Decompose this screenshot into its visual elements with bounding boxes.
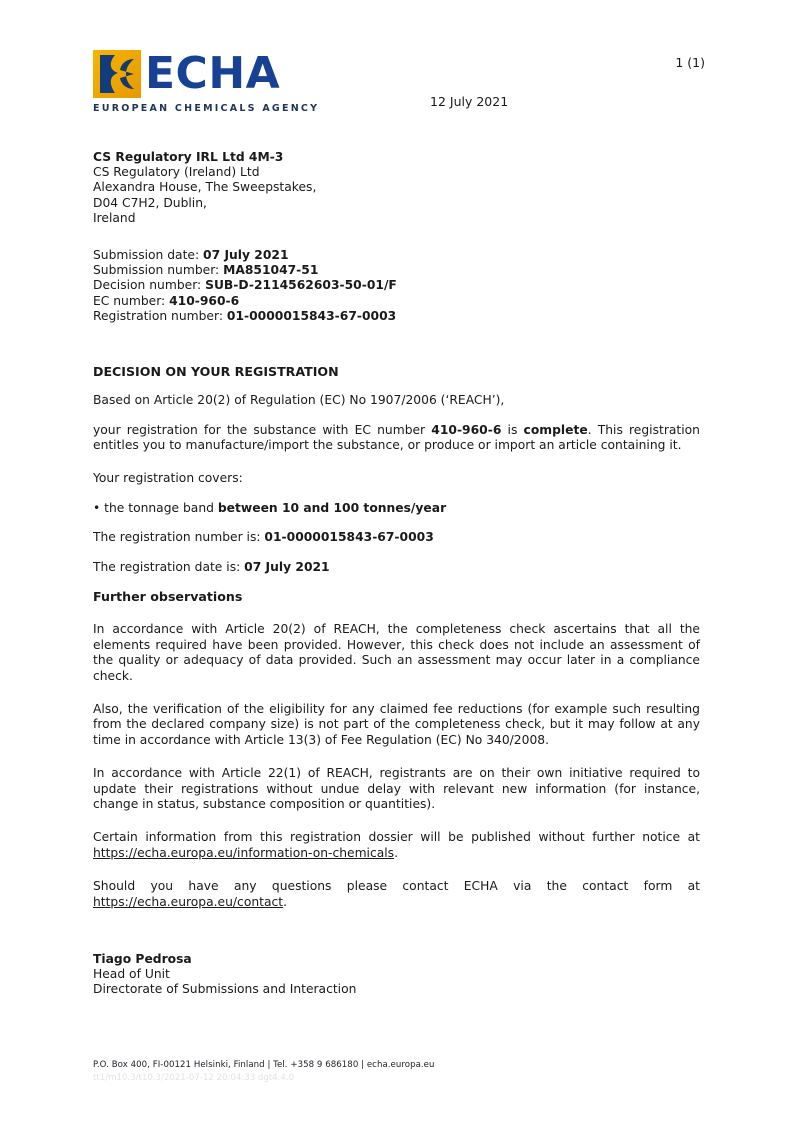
complete-status-word: complete	[523, 422, 588, 437]
footer-technical-stamp: tt1/m10.3/t10.3/2021-07-12 20:04:33 dgt4.4.0	[93, 1073, 295, 1083]
recipient-street: Alexandra House, The Sweepstakes,	[93, 180, 317, 195]
registration-number-row	[93, 309, 700, 324]
decision-number-label: Decision number:	[93, 278, 206, 293]
signatory-name: Tiago Pedrosa	[93, 951, 192, 966]
document-body	[93, 150, 700, 998]
spacer	[93, 487, 700, 501]
spacer	[93, 812, 700, 830]
contact-paragraph	[93, 879, 700, 910]
spacer	[93, 516, 700, 530]
spacer	[93, 684, 700, 702]
contact-text-before: Should you have any questions please contact ECHA via the contact form at	[93, 879, 700, 894]
publication-text-before: Certain information from this registration dossier will be published without further notice at	[93, 830, 700, 845]
registration-covers-intro: Your registration covers:	[93, 471, 243, 486]
recipient-country: Ireland	[93, 210, 136, 225]
submission-number-row	[93, 263, 700, 278]
registration-date-statement-label: The registration date is:	[93, 559, 245, 574]
contact-text-after: .	[283, 894, 288, 909]
submission-date-value: 07 July 2021	[203, 248, 289, 263]
information-on-chemicals-link[interactable]: https://echa.europa.eu/information-on-chemicals	[93, 845, 395, 860]
submission-number-value: MA851047-51	[223, 263, 319, 278]
decision-title: DECISION ON YOUR REGISTRATION	[93, 364, 339, 380]
complete-ec-number: 410-960-6	[431, 422, 502, 437]
tonnage-band-value: between 10 and 100 tonnes/year	[217, 500, 447, 515]
submission-date-row	[93, 248, 700, 263]
signatory-role: Head of Unit	[93, 967, 170, 982]
recipient-company: CS Regulatory (Ireland) Ltd	[93, 165, 260, 180]
ec-number-row	[93, 294, 700, 309]
submission-meta	[93, 248, 700, 324]
spacer	[93, 324, 700, 364]
echa-logo-subtitle: EUROPEAN CHEMICALS AGENCY	[93, 103, 320, 114]
recipient-name: CS Regulatory IRL Ltd 4M-3	[93, 150, 284, 164]
document-header	[93, 50, 705, 126]
recipient-city: D04 C7H2, Dublin,	[93, 195, 207, 210]
observation-paragraph-2: Also, the verification of the eligibility for any claimed fee reductions (for example such resulting from the declared company size) is not part of the completeness check, but it may follow at any time in accordance with Article 13(3) of Fee Regulation (EC) No 340/2008.	[93, 701, 700, 747]
spacer	[93, 861, 700, 879]
footer-address: P.O. Box 400, FI-00121 Helsinki, Finland | Tel. +358 9 686180 | echa.europa.eu	[93, 1060, 435, 1070]
registration-date-statement-value: 07 July 2021	[244, 559, 330, 574]
spacer	[93, 604, 700, 622]
bullet-prefix: • the tonnage band	[93, 500, 218, 515]
spacer	[93, 379, 700, 393]
further-observations-title: Further observations	[93, 589, 243, 605]
recipient-address	[93, 150, 700, 226]
echa-star-logo-icon	[93, 50, 141, 98]
echa-logo	[93, 50, 319, 114]
page-number: 1 (1)	[675, 55, 705, 70]
publication-notice-paragraph	[93, 830, 700, 861]
decision-basis-paragraph: Based on Article 20(2) of Regulation (EC) No 1907/2006 (‘REACH’),	[93, 393, 505, 408]
publication-text-after: .	[394, 845, 399, 860]
contact-form-link[interactable]: https://echa.europa.eu/contact	[93, 894, 284, 909]
complete-text-part3: . This registration entitles you to manufacture/import the substance, or produce or import an article containing it.	[93, 422, 700, 453]
spacer	[93, 409, 700, 423]
spacer	[93, 910, 700, 952]
registration-number-value: 01-0000015843-67-0003	[226, 308, 397, 323]
observation-paragraph-1: In accordance with Article 20(2) of REACH, the completeness check ascertains that all the elements required have been provided. However, this check does not include an assessment of the quality or adequacy of data provided. Such an assessment may occur later in a compliance check.	[93, 622, 700, 683]
decision-number-value: SUB-D-2114562603-50-01/F	[205, 278, 397, 293]
registration-date-statement	[93, 560, 700, 575]
ec-number-value: 410-960-6	[169, 293, 240, 308]
document-footer	[93, 1060, 705, 1083]
complete-text-part2: is	[501, 422, 524, 437]
spacer	[93, 453, 700, 471]
ec-number-label: EC number:	[93, 293, 170, 308]
document-date: 12 July 2021	[430, 94, 509, 109]
observation-paragraph-3: In accordance with Article 22(1) of REACH, registrants are on their own initiative required to update their registrations without undue delay with relevant new information (for instance, change in status, substance composition or quantities).	[93, 766, 700, 811]
submission-date-label: Submission date:	[93, 248, 204, 263]
complete-text-part1: your registration for the substance with EC number	[93, 422, 432, 437]
registration-number-statement-label: The registration number is:	[93, 530, 265, 545]
submission-number-label: Submission number:	[93, 263, 224, 278]
registration-number-label: Registration number:	[93, 308, 227, 323]
signatory-unit: Directorate of Submissions and Interaction	[93, 982, 357, 997]
spacer	[93, 575, 700, 589]
tonnage-band-bullet	[93, 501, 700, 516]
registration-number-statement	[93, 530, 700, 545]
spacer	[93, 226, 700, 248]
decision-number-row	[93, 278, 700, 293]
echa-wordmark: ECHA	[145, 48, 281, 99]
spacer	[93, 546, 700, 560]
registration-number-statement-value: 01-0000015843-67-0003	[264, 530, 434, 545]
signature-block	[93, 952, 700, 998]
spacer	[93, 748, 700, 766]
decision-complete-paragraph	[93, 423, 700, 454]
